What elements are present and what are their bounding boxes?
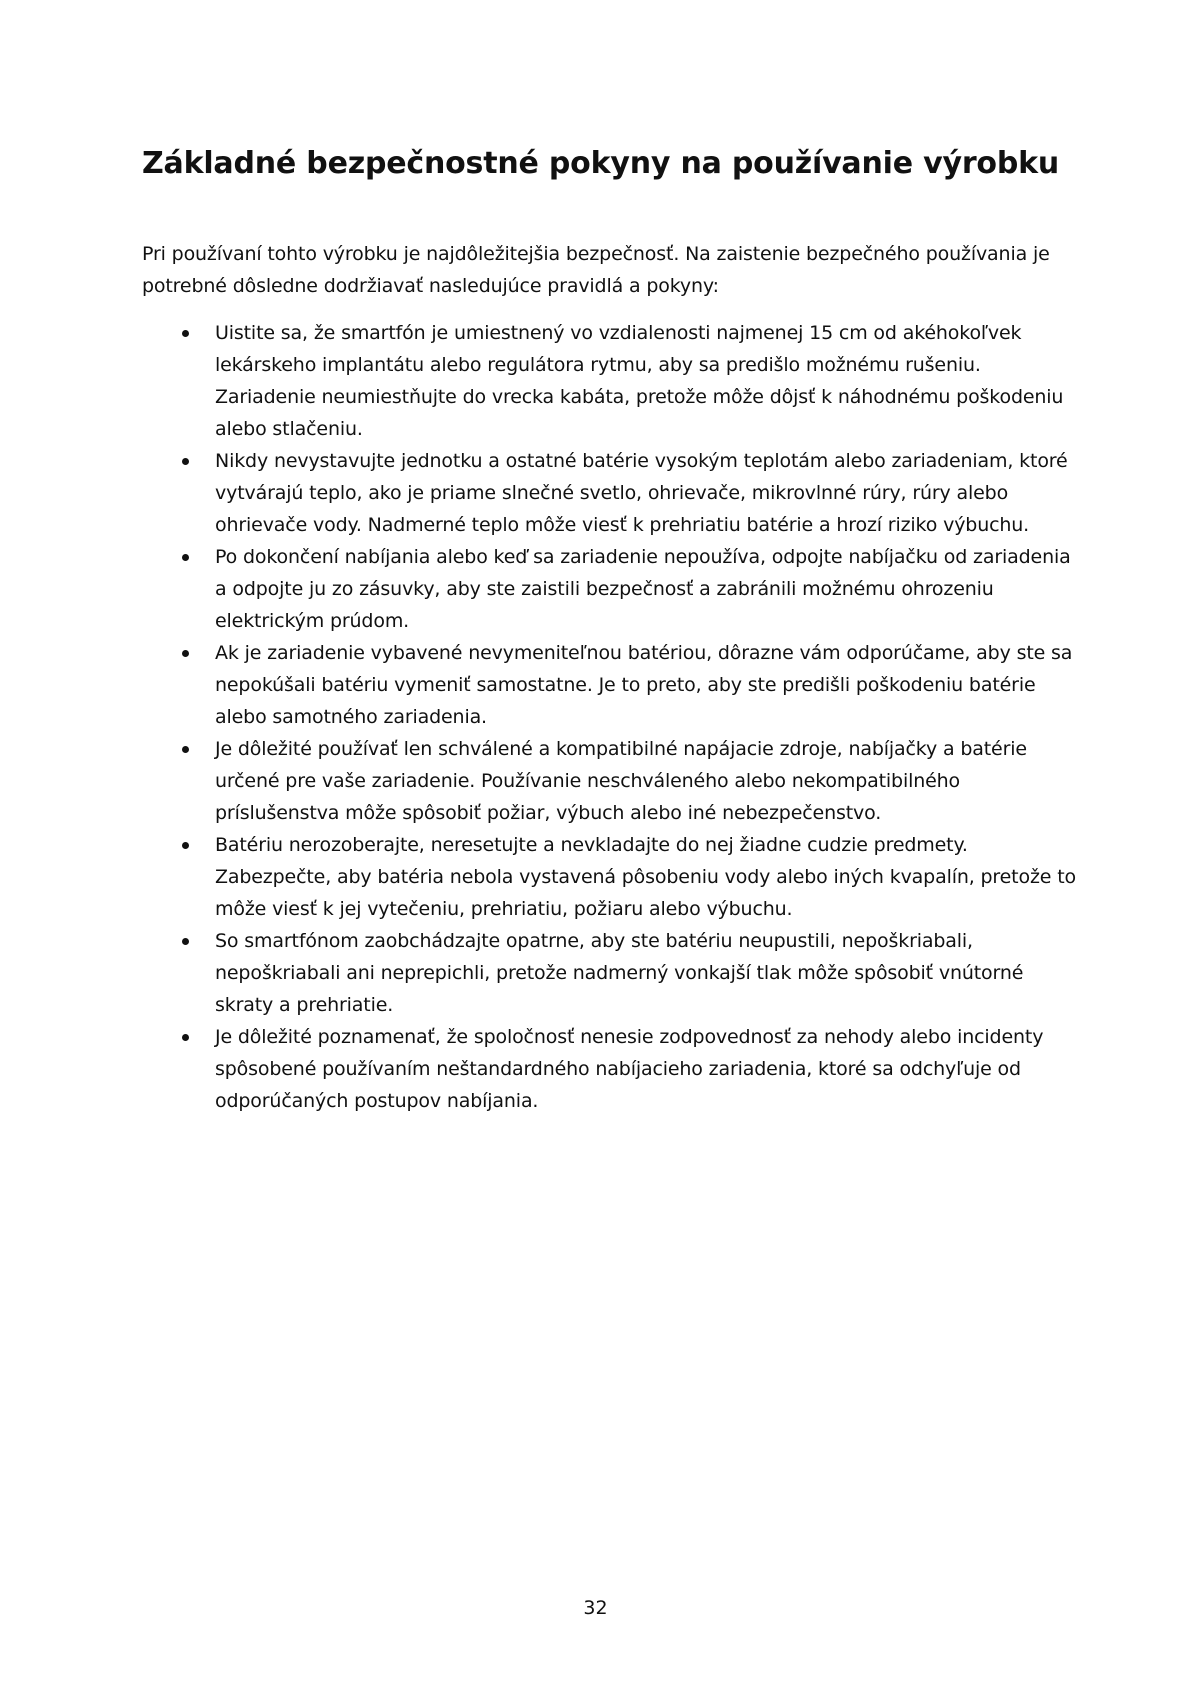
list-item — [142, 637, 1082, 733]
list-item-text: Ak je zariadenie vybavené nevymeniteľnou batériou, dôrazne vám odporúčame, aby ste sa nepokúšali batériu vymeniť samostatne. Je to preto, aby ste predišli poškodeniu batérie alebo samotného zariadenia. — [215, 642, 1073, 728]
safety-instructions-list — [142, 317, 1082, 1117]
bullet-icon — [182, 330, 189, 337]
list-item-text: Je dôležité používať len schválené a kompatibilné napájacie zdroje, nabíjačky a batérie určené pre vaše zariadenie. Používanie neschváleného alebo nekompatibilného príslušenstva môže spôsobiť požiar, výbuch alebo iné nebezpečenstvo. — [215, 738, 1027, 824]
page-number: 32 — [583, 1597, 608, 1619]
list-item — [142, 541, 1082, 637]
list-item — [142, 317, 1082, 445]
intro-paragraph: Pri používaní tohto výrobku je najdôležitejšia bezpečnosť. Na zaistenie bezpečného používania je potrebné dôsledne dodržiavať nasledujúce pravidlá a pokyny: — [142, 243, 1050, 297]
list-item — [142, 1021, 1082, 1117]
list-item-text: Nikdy nevystavujte jednotku a ostatné batérie vysokým teplotám alebo zariadeniam, ktoré vytvárajú teplo, ako je priame slnečné svetlo, ohrievače, mikrovlnné rúry, rúry alebo ohrievače vody. Nadmerné teplo môže viesť k prehriatiu batérie a hrozí riziko výbuchu. — [215, 450, 1068, 536]
bullet-icon — [182, 746, 189, 753]
bullet-icon — [182, 938, 189, 945]
list-item — [142, 733, 1082, 829]
list-item-text: Je dôležité poznamenať, že spoločnosť nenesie zodpovednosť za nehody alebo incidenty spôsobené používaním neštandardného nabíjacieho zariadenia, ktoré sa odchyľuje od odporúčaných postupov nabíjania. — [215, 1026, 1044, 1112]
list-item-text: So smartfónom zaobchádzajte opatrne, aby ste batériu neupustili, nepoškriabali, nepoškriabali ani neprepichli, pretože nadmerný vonkajší tlak môže spôsobiť vnútorné skraty a prehriatie. — [215, 930, 1024, 1016]
list-item — [142, 925, 1082, 1021]
bullet-icon — [182, 650, 189, 657]
bullet-icon — [182, 458, 189, 465]
bullet-icon — [182, 842, 189, 849]
list-item-text: Po dokončení nabíjania alebo keď sa zariadenie nepoužíva, odpojte nabíjačku od zariadenia a odpojte ju zo zásuvky, aby ste zaistili bezpečnosť a zabránili možnému ohrozeniu elektrickým prúdom. — [215, 546, 1071, 632]
list-item — [142, 445, 1082, 541]
bullet-icon — [182, 554, 189, 561]
list-item-text: Batériu nerozoberajte, neresetujte a nevkladajte do nej žiadne cudzie predmety. Zabezpečte, aby batéria nebola vystavená pôsobeniu vody alebo iných kvapalín, pretože to môže viesť k jej vytečeniu, prehriatiu, požiaru alebo výbuchu. — [215, 834, 1076, 920]
page-title: Základné bezpečnostné pokyny na používanie výrobku — [142, 146, 1060, 181]
bullet-icon — [182, 1034, 189, 1041]
list-item-text: Uistite sa, že smartfón je umiestnený vo vzdialenosti najmenej 15 cm od akéhokoľvek lekárskeho implantátu alebo regulátora rytmu, aby sa predišlo možnému rušeniu. Zariadenie neumiestňujte do vrecka kabáta, pretože môže dôjsť k náhodnému poškodeniu alebo stlačeniu. — [215, 322, 1064, 440]
list-item — [142, 829, 1082, 925]
